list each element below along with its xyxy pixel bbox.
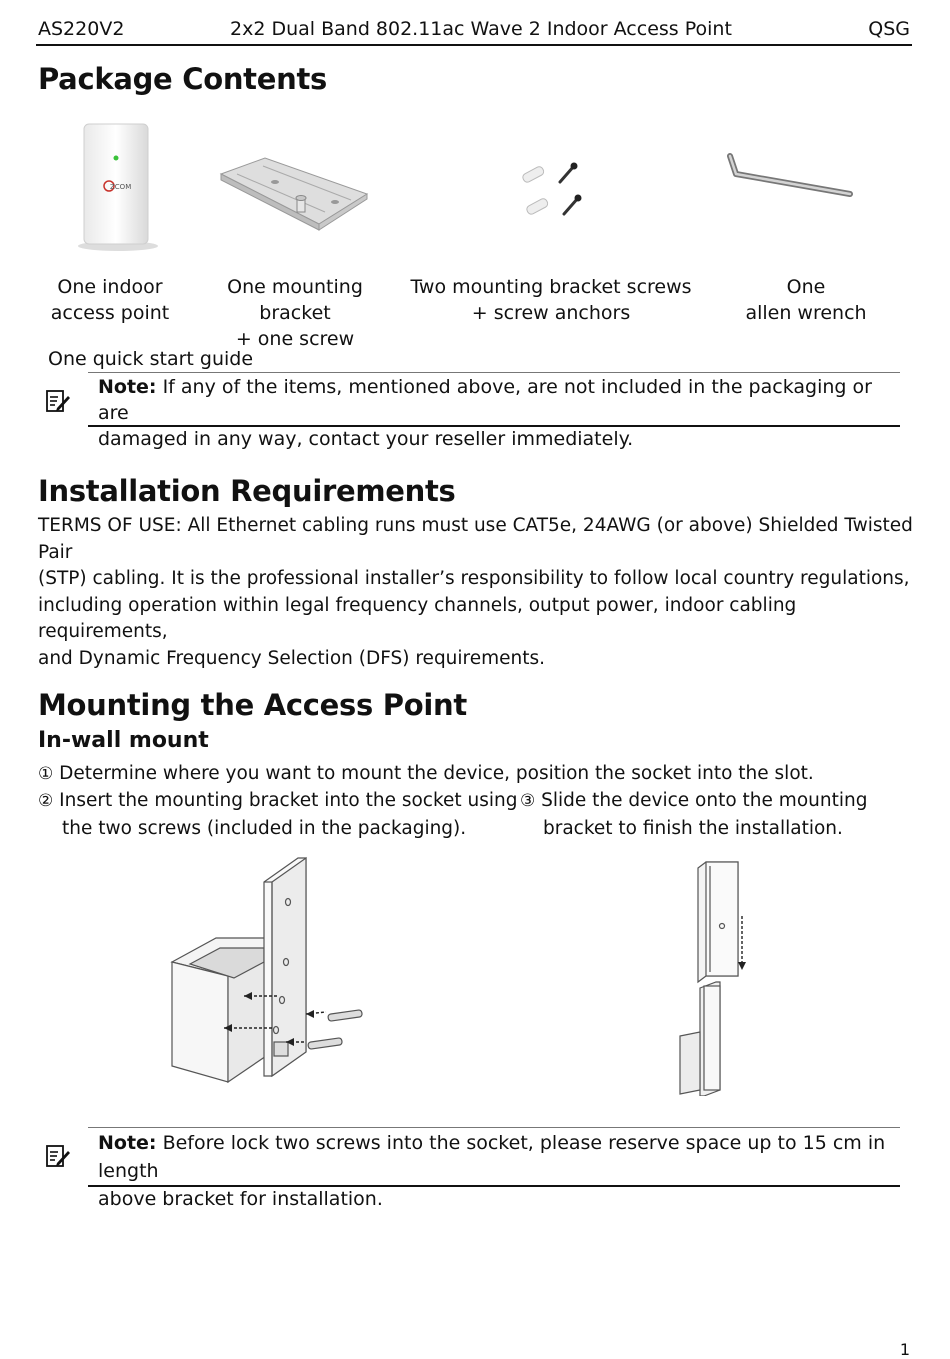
package-item-screws: Two mounting bracket screws + screw anchors xyxy=(410,276,692,324)
page-number: 1 xyxy=(899,1340,910,1359)
device-slide-illustration xyxy=(676,858,772,1096)
header-doc-type: QSG xyxy=(868,18,910,40)
allen-wrench-image xyxy=(722,150,860,200)
note-mounting: Note: Before lock two screws into the socket, please reserve space up to 15 cm in length above bracket for installation. xyxy=(98,1132,886,1210)
requirements-title: Installation Requirements xyxy=(38,474,456,508)
header-product: 2x2 Dual Band 802.11ac Wave 2 Indoor Access Point xyxy=(230,18,732,40)
note-icon xyxy=(44,1143,72,1169)
bracket-install-illustration xyxy=(168,852,372,1086)
note-top-divider xyxy=(88,372,900,373)
step-2: ② Insert the mounting bracket into the socket using the two screws (included in the packaging). xyxy=(38,790,518,839)
mounting-subtitle: In-wall mount xyxy=(38,728,209,753)
header-divider xyxy=(36,44,912,46)
note-icon xyxy=(44,388,72,414)
note2-top-divider xyxy=(88,1127,900,1128)
package-item-guide: One quick start guide xyxy=(48,348,254,370)
screws-anchors-image xyxy=(518,160,590,222)
package-item-bracket: One mounting bracket + one screw xyxy=(227,276,363,350)
requirements-text: TERMS OF USE: All Ethernet cabling runs must use CAT5e, 24AWG (or above) Shielded Twisted Pair (STP) cabling. It is the professional installer’s responsibility to follow local country regulations, including operation within legal frequency channels, output power, indoor cabling requirements, and Dynamic Frequency Selection (DFS) requirements. xyxy=(38,515,913,669)
step-3: ③ Slide the device onto the mounting bracket to finish the installation. xyxy=(520,790,868,839)
mounting-bracket-image xyxy=(215,152,373,232)
note-package: Note: If any of the items, mentioned above, are not included in the packaging or are damaged in any way, contact your reseller immediately. xyxy=(98,376,872,450)
package-title: Package Contents xyxy=(38,62,327,96)
mounting-title: Mounting the Access Point xyxy=(38,688,467,722)
package-item-wrench: One allen wrench xyxy=(745,276,867,324)
access-point-image xyxy=(70,118,166,254)
package-item-access-point: One indoor access point xyxy=(50,276,170,324)
note2-bottom-divider xyxy=(88,1185,900,1187)
header-model: AS220V2 xyxy=(38,18,125,40)
note-bottom-divider xyxy=(88,425,900,427)
step-1: ① Determine where you want to mount the device, position the socket into the slot. xyxy=(38,763,814,784)
device-logo-text: ZCOM xyxy=(110,183,132,191)
